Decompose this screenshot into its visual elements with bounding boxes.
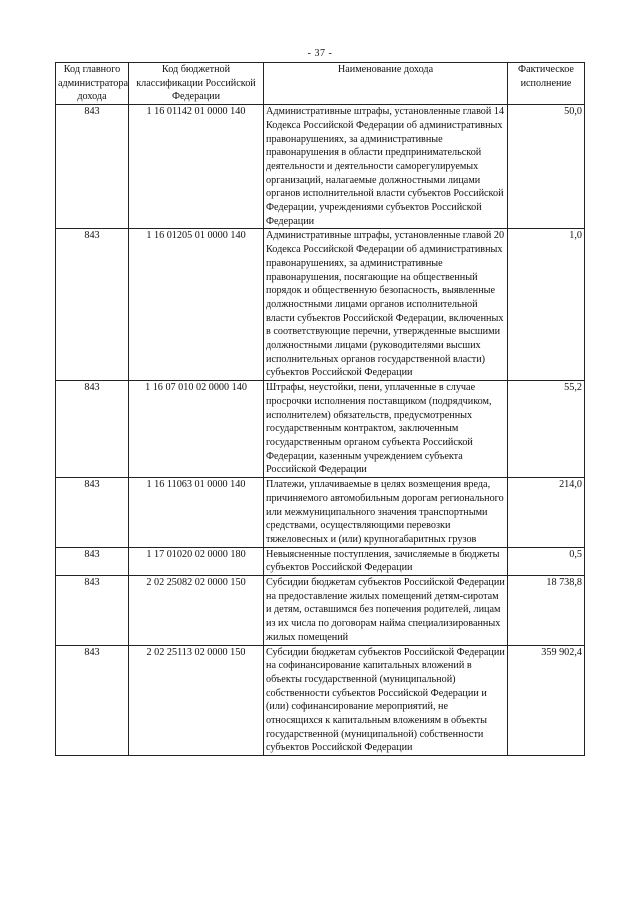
header-actual-amount: Фактическое исполнение <box>508 63 585 105</box>
admin-code-cell: 843 <box>56 576 129 646</box>
table-row <box>56 105 585 229</box>
table-row <box>56 576 585 646</box>
income-name-cell: Административные штрафы, установленные главой 14 Кодекса Российской Федерации об административных правонарушениях, за административные правонарушения в области предпринимательской деятельности и деятельности саморегулируемых организаций, налагаемые должностными лицами органов исполнительной власти субъектов Российской Федерации, учреждениями субъектов Российской Федерации <box>264 105 508 229</box>
amount-cell: 55,2 <box>508 381 585 478</box>
budget-code-cell: 2 02 25113 02 0000 150 <box>129 645 264 756</box>
amount-cell: 214,0 <box>508 478 585 548</box>
amount-cell: 359 902,4 <box>508 645 585 756</box>
admin-code-cell: 843 <box>56 478 129 548</box>
budget-code-cell: 2 02 25082 02 0000 150 <box>129 576 264 646</box>
budget-code-cell: 1 16 07 010 02 0000 140 <box>129 381 264 478</box>
page-number: - 37 - <box>307 48 333 59</box>
income-name-cell: Штрафы, неустойки, пени, уплаченные в случае просрочки исполнения поставщиком (подрядчиком, исполнителем) обязательств, предусмотренных государственным контрактом, заключенным государственным органом субъекта Российской Федерации, казенным учреждением субъекта Российской Федерации <box>264 381 508 478</box>
revenue-table <box>55 62 585 756</box>
table-row <box>56 478 585 548</box>
income-name-cell: Субсидии бюджетам субъектов Российской Федерации на софинансирование капитальных вложений в объекты государственной (муниципальной) собственности субъектов Российской Федерации и (или) софинансирование мероприятий, не относящихся к капитальным вложениям в объекты государственной (муниципальной) собственности субъектов Российской Федерации <box>264 645 508 756</box>
admin-code-cell: 843 <box>56 547 129 575</box>
header-income-name: Наименование дохода <box>264 63 508 105</box>
table-header-row <box>56 63 585 105</box>
admin-code-cell: 843 <box>56 105 129 229</box>
admin-code-cell: 843 <box>56 645 129 756</box>
amount-cell: 0,5 <box>508 547 585 575</box>
table-row <box>56 381 585 478</box>
income-name-cell: Административные штрафы, установленные главой 20 Кодекса Российской Федерации об административных правонарушениях, за административные правонарушения, посягающие на общественный порядок и общественную безопасность, выявленные должностными лицами органов исполнительной власти субъектов Российской Федерации, включенных в соответствующие перечни, утвержденные высшими должностными лицами (руководителями высших исполнительных органов государственной власти) субъектов Российской Федерации <box>264 229 508 381</box>
budget-code-cell: 1 16 01205 01 0000 140 <box>129 229 264 381</box>
income-name-cell: Субсидии бюджетам субъектов Российской Федерации на предоставление жилых помещений детям-сиротам и детям, оставшимся без попечения родителей, лицам из их числа по договорам найма специализированных жилых помещений <box>264 576 508 646</box>
amount-cell: 1,0 <box>508 229 585 381</box>
income-name-cell: Невыясненные поступления, зачисляемые в бюджеты субъектов Российской Федерации <box>264 547 508 575</box>
budget-code-cell: 1 16 01142 01 0000 140 <box>129 105 264 229</box>
table-row <box>56 547 585 575</box>
amount-cell: 18 738,8 <box>508 576 585 646</box>
table-row <box>56 645 585 756</box>
amount-cell: 50,0 <box>508 105 585 229</box>
header-admin-code: Код главного администратора дохода <box>56 63 129 105</box>
budget-code-cell: 1 17 01020 02 0000 180 <box>129 547 264 575</box>
budget-code-cell: 1 16 11063 01 0000 140 <box>129 478 264 548</box>
table-row <box>56 229 585 381</box>
header-budget-code: Код бюджетной классификации Российской Федерации <box>129 63 264 105</box>
income-name-cell: Платежи, уплачиваемые в целях возмещения вреда, причиняемого автомобильным дорогам регионального или межмуниципального значения транспортными средствами, осуществляющими перевозки тяжеловесных и (или) крупногабаритных грузов <box>264 478 508 548</box>
admin-code-cell: 843 <box>56 381 129 478</box>
admin-code-cell: 843 <box>56 229 129 381</box>
